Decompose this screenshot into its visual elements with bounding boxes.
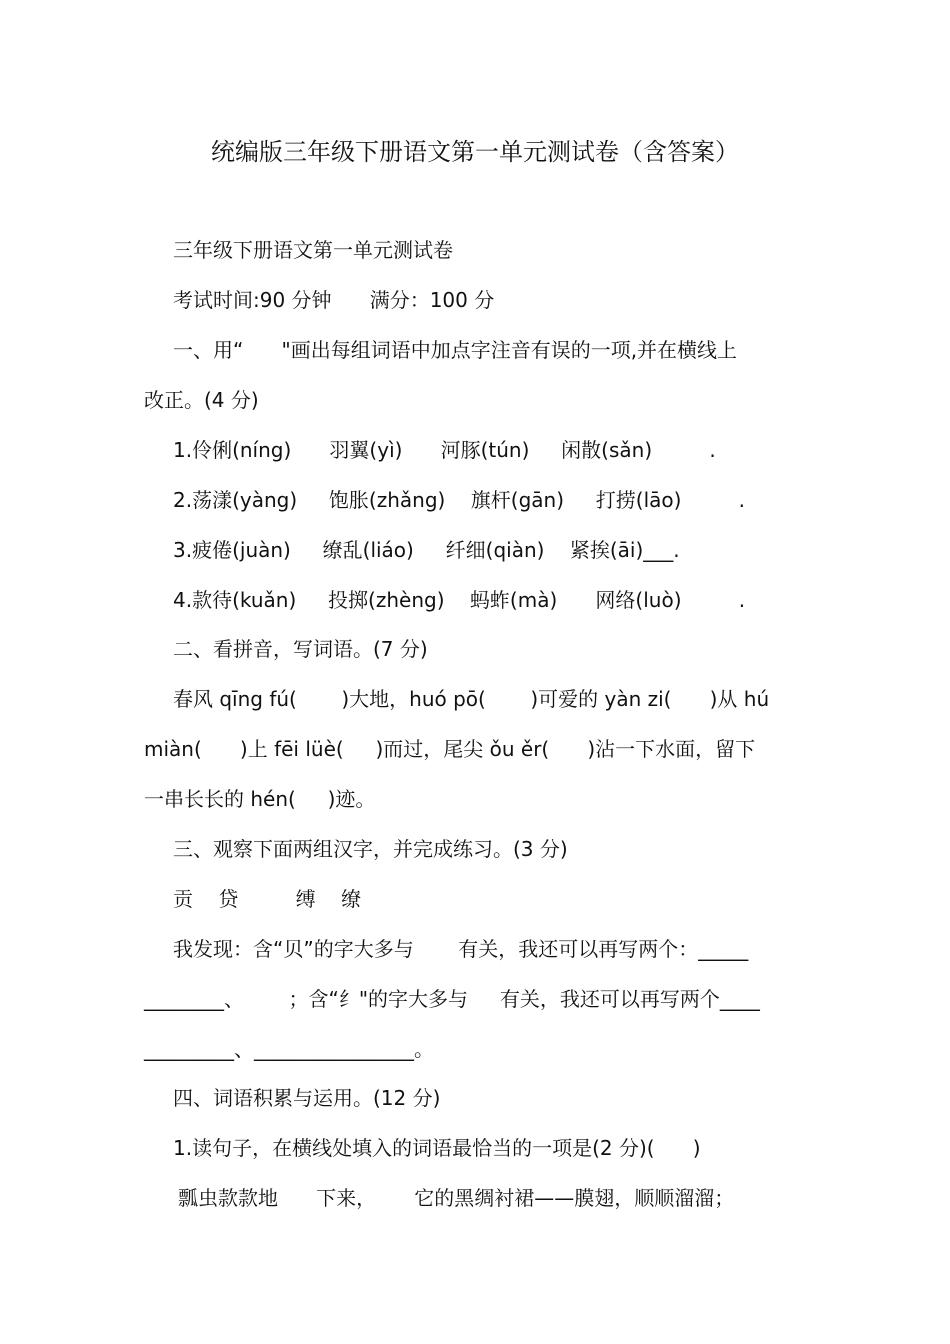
section-2-text-line-2: miàn( )上 fēi lüè( )而过，尾尖 ǒu ěr( )沾一下水面，留下 bbox=[144, 737, 756, 761]
document-title: 统编版三年级下册语文第一单元测试卷（含答案） bbox=[211, 138, 739, 166]
section-3-heading: 三、观察下面两组汉字，并完成练习。(3 分) bbox=[173, 837, 568, 861]
section-4-question-1-sentence: 瓢虫款款地 下来， 它的黑绸衬裙——膜翅，顺顺溜溜； bbox=[178, 1186, 735, 1210]
section-1-item-2: 2.荡漾(yàng) 饱胀(zhǎng) 旗杆(gān) 打捞(lāo) . bbox=[173, 488, 746, 512]
section-1-item-4: 4.款待(kuǎn) 投掷(zhèng) 蚂蚱(mà) 网络(luò) . bbox=[173, 588, 746, 612]
section-2-text-line-1: 春风 qīng fú( )大地，huó pō( )可爱的 yàn zi( )从 hú bbox=[173, 687, 770, 711]
section-1-heading-cont: 改正。(4 分) bbox=[144, 388, 259, 412]
section-3-text-line-1: 我发现：含“贝”的字大多与 有关，我还可以再写两个：_____ bbox=[173, 937, 749, 961]
section-3-text-line-3: _________、________________。 bbox=[144, 1037, 434, 1061]
section-4-question-1: 1.读句子，在横线处填入的词语最恰当的一项是(2 分)( ) bbox=[173, 1136, 701, 1160]
section-2-heading: 二、看拼音，写词语。(7 分) bbox=[173, 637, 428, 661]
exam-subtitle: 三年级下册语文第一单元测试卷 bbox=[173, 238, 453, 262]
section-3-text-line-2: ________、 ；含“纟"的字大多与 有关，我还可以再写两个____ bbox=[144, 987, 760, 1011]
section-2-text-line-3: 一串长长的 hén( )迹。 bbox=[144, 787, 376, 811]
section-1-heading: 一、用“ "画出每组词语中加点字注音有误的一项,并在横线上 bbox=[173, 338, 738, 362]
section-1-item-1: 1.伶俐(níng) 羽翼(yì) 河豚(tún) 闲散(sǎn) . bbox=[173, 438, 716, 462]
exam-time-score: 考试时间:90 分钟 满分：100 分 bbox=[173, 288, 495, 312]
section-4-heading: 四、词语积累与运用。(12 分) bbox=[173, 1086, 441, 1110]
section-1-item-3: 3.疲倦(juàn) 缭乱(liáo) 纤细(qiàn) 紧挨(āi)___. bbox=[173, 538, 680, 562]
section-3-characters: 贡 贷 缚 缭 bbox=[173, 887, 362, 911]
